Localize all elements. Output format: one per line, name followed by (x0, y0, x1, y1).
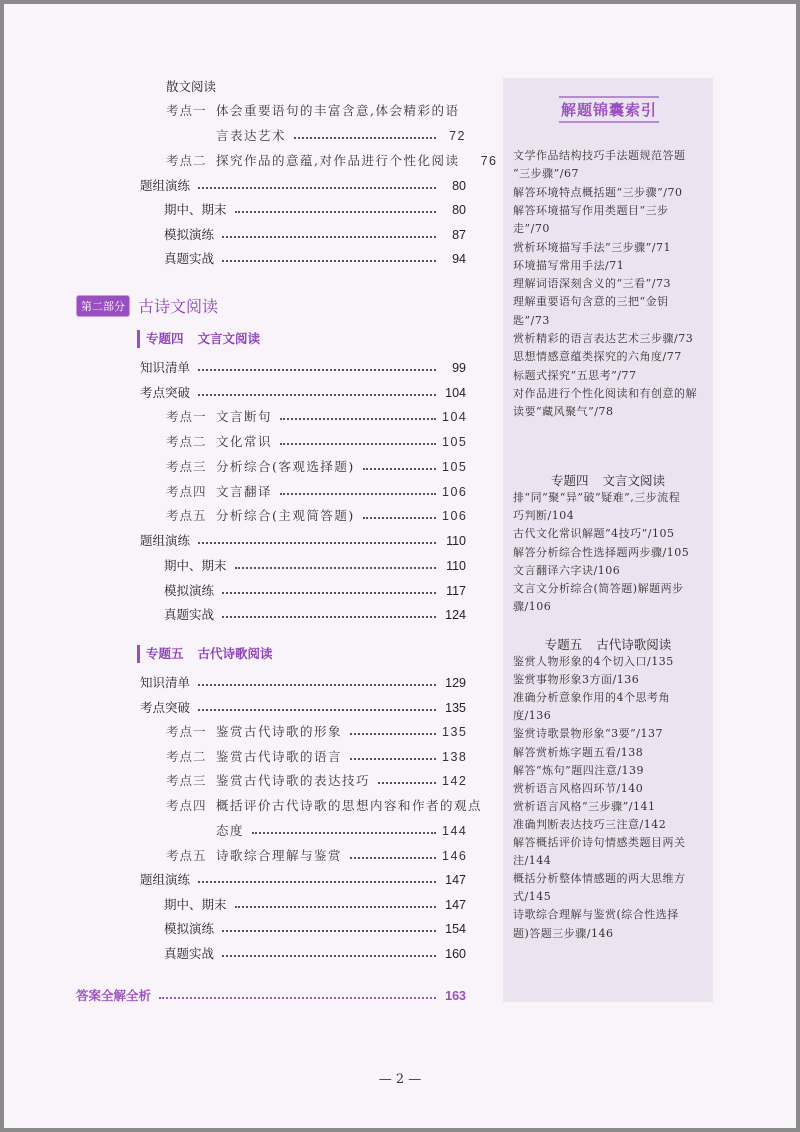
page-number: 147 (445, 873, 466, 887)
page-number: 144 (442, 824, 468, 838)
dot-leader (222, 592, 436, 594)
entry-tag: 考点五 (166, 848, 207, 863)
toc-entry[interactable] (166, 432, 466, 452)
toc-entry[interactable] (166, 747, 466, 767)
toc-entry[interactable] (140, 383, 466, 403)
tip-line[interactable]: 解答赏析炼字题五看/138 (513, 745, 644, 759)
tips-index-title: 解题锦囊索引 (559, 96, 659, 123)
page-number: 117 (446, 584, 466, 598)
page-number: 154 (445, 922, 466, 936)
tip-line[interactable]: 巧判断/104 (513, 509, 575, 523)
tip-line[interactable]: 读要“藏风聚气”/78 (513, 405, 614, 419)
entry-label: 探究作品的意蕴,对作品进行个性化阅读 (216, 153, 460, 168)
entry-tag: 考点二 (166, 434, 207, 449)
entry-label: 鉴赏古代诗歌的表达技巧 (216, 773, 371, 788)
toc-entry[interactable] (166, 846, 466, 866)
part-badge: 第二部分 (76, 295, 130, 317)
toc-entry[interactable] (216, 821, 466, 841)
tip-line[interactable]: 思想情感意蕴类探究的六角度/77 (513, 350, 682, 364)
tip-line[interactable]: 鉴赏诗歌景物形象“3要”/137 (513, 727, 663, 741)
tip-line[interactable]: 文学作品结构技巧手法题规范答题 (513, 149, 686, 162)
toc-entry-line (166, 796, 482, 816)
topic-title: 古代诗歌阅读 (197, 646, 273, 661)
toc-entry[interactable] (164, 556, 466, 576)
toc-entry[interactable] (140, 698, 466, 718)
entry-label: 真题实战 (164, 251, 215, 266)
entry-tag: 考点二 (166, 749, 207, 764)
entry-label: 题组演练 (140, 178, 191, 193)
tip-line[interactable]: 环境描写常用手法/71 (513, 258, 625, 272)
toc-entry[interactable] (164, 605, 466, 625)
toc-entry[interactable] (164, 581, 466, 601)
toc-entry-answers[interactable] (76, 986, 466, 1006)
tip-line[interactable]: 文言文分析综合(简答题)解题两步 (513, 582, 684, 595)
tip-line[interactable]: 走”/70 (513, 222, 550, 236)
page-number: 104 (442, 410, 468, 424)
dot-leader (378, 782, 436, 784)
tip-line[interactable]: 赏析环境描写手法“三步骤”/71 (513, 240, 671, 254)
toc-entry[interactable] (140, 870, 466, 890)
tip-line[interactable]: 式/145 (513, 890, 552, 904)
topic-5-header (137, 645, 273, 663)
tip-line[interactable]: 赏析语言风格“三步骤”/141 (513, 799, 656, 813)
page-number: 105 (442, 460, 468, 474)
entry-label: 期中、期末 (164, 558, 227, 573)
entry-label: 模拟演练 (164, 583, 215, 598)
dot-leader (222, 616, 436, 618)
dot-leader (198, 684, 436, 686)
page-number: 129 (445, 676, 466, 690)
dot-leader (222, 930, 436, 932)
toc-entry[interactable] (166, 506, 466, 526)
page-number: 138 (442, 750, 468, 764)
page-number: 110 (446, 534, 466, 548)
dot-leader (198, 709, 436, 711)
entry-tag: 考点一 (166, 409, 207, 424)
entry-label: 考点突破 (140, 385, 191, 400)
entry-tag: 考点五 (166, 508, 207, 523)
dot-leader (222, 955, 436, 957)
toc-entry[interactable] (166, 482, 466, 502)
toc-entry[interactable] (164, 919, 466, 939)
tip-line[interactable]: 理解词语深刻含义的“三看”/73 (513, 277, 671, 291)
entry-label: 期中、期末 (164, 202, 227, 217)
toc-entry[interactable] (166, 151, 498, 171)
entry-tag: 考点四 (166, 798, 207, 813)
entry-label: 概括评价古代诗歌的思想内容和作者的观点 (216, 798, 483, 813)
dot-leader (252, 832, 436, 834)
entry-tag: 考点三 (166, 459, 207, 474)
toc-entry[interactable] (140, 673, 466, 693)
dot-leader (198, 881, 436, 883)
dot-leader (280, 418, 436, 420)
entry-label: 分析综合(主观简答题) (216, 508, 355, 523)
tip-line[interactable]: 鉴赏事物形象3方面/136 (513, 673, 640, 687)
tip-line[interactable]: 骤/106 (513, 600, 552, 614)
toc-entry[interactable] (166, 722, 466, 742)
part-title: 古诗文阅读 (138, 297, 219, 316)
topic-label: 专题五 (146, 646, 184, 661)
page-number: 106 (442, 485, 468, 499)
topic-label: 专题四 (146, 331, 184, 346)
entry-tag: 考点四 (166, 484, 207, 499)
toc-page (4, 4, 796, 1128)
tips-index-panel (503, 78, 713, 1002)
page-number: 135 (445, 701, 466, 715)
tips-topic-4-header (503, 471, 713, 489)
page-number: 105 (442, 435, 468, 449)
page-number: 94 (452, 252, 466, 266)
entry-label-cont: 态度 (216, 823, 245, 838)
toc-entry[interactable] (166, 457, 466, 477)
tip-line[interactable]: 解答环境特点概括题“三步骤”/70 (513, 185, 683, 199)
page-number: 76 (480, 154, 498, 168)
page-number: 110 (446, 559, 466, 573)
toc-entry[interactable] (140, 176, 466, 196)
page-number: 147 (445, 898, 466, 912)
dot-leader (363, 468, 436, 470)
topic-title: 古代诗歌阅读 (596, 637, 672, 652)
toc-entry[interactable] (140, 531, 466, 551)
tips-topic-5-header (503, 635, 713, 653)
entry-label: 诗歌综合理解与鉴赏 (216, 848, 343, 863)
tip-line[interactable]: 匙”/73 (513, 313, 550, 327)
page-number: 146 (442, 849, 468, 863)
section-label: 散文阅读 (166, 79, 217, 94)
tip-line[interactable]: 排“同”聚“异”破“疑难”,三步流程 (513, 491, 681, 504)
page-number: 80 (452, 203, 466, 217)
dot-leader (350, 758, 436, 760)
page-number: 106 (442, 509, 468, 523)
tip-line[interactable]: 对作品进行个性化阅读和有创意的解 (513, 386, 697, 400)
page-number: 72 (449, 129, 466, 143)
page-number: 135 (442, 725, 468, 739)
entry-label: 考点突破 (140, 700, 191, 715)
entry-label: 真题实战 (164, 946, 215, 961)
tip-line[interactable]: 注/144 (513, 854, 552, 868)
topic-4-header (137, 330, 260, 348)
tip-line[interactable]: 解答分析综合性选择题两步骤/105 (513, 545, 690, 559)
dot-leader (235, 567, 436, 569)
toc-entry[interactable] (166, 407, 466, 427)
page-number: 104 (445, 386, 466, 400)
tip-line[interactable]: 古代文化常识解题“4技巧”/105 (513, 527, 675, 541)
dot-leader (198, 369, 436, 371)
entry-label: 体会重要语句的丰富含意,体会精彩的语 (216, 103, 460, 118)
dot-leader (280, 443, 436, 445)
entry-label: 期中、期末 (164, 897, 227, 912)
tip-line[interactable]: 赏析语言风格四环节/140 (513, 781, 644, 795)
tip-line[interactable]: 准确判断表达技巧三注意/142 (513, 817, 667, 831)
entry-label: 文化常识 (216, 434, 273, 449)
entry-label: 知识清单 (140, 675, 191, 690)
tip-line[interactable]: “三步骤”/67 (513, 167, 579, 181)
tip-line[interactable]: 概括分析整体情感题的两大思维方 (513, 872, 686, 886)
dot-leader (198, 394, 436, 396)
toc-entry[interactable] (216, 126, 466, 146)
toc-entry[interactable] (164, 895, 466, 915)
page-number: 80 (452, 179, 466, 193)
entry-label: 分析综合(客观选择题) (216, 459, 355, 474)
dot-leader (235, 906, 436, 908)
page-number: 124 (445, 608, 466, 622)
tip-line[interactable]: 理解重要语句含意的三把“金钥 (513, 295, 669, 309)
dot-leader (222, 260, 436, 262)
dot-leader (350, 733, 436, 735)
dot-leader (294, 137, 436, 139)
tip-line[interactable]: 赏析精彩的语言表达艺术三步骤/73 (513, 332, 694, 345)
dot-leader (235, 211, 436, 213)
tip-line[interactable]: 解答概括评价诗句情感类题目两关 (513, 836, 686, 849)
topic-title: 文言文阅读 (197, 331, 261, 346)
page-number: 87 (452, 228, 466, 242)
topic-label: 专题四 (550, 473, 589, 488)
page-number-footer: — 2 — (378, 1072, 422, 1087)
tip-line[interactable]: 题)答题三步骤/146 (513, 926, 614, 940)
entry-label: 鉴赏古代诗歌的形象 (216, 724, 343, 739)
entry-label: 文言断句 (216, 409, 273, 424)
entry-label: 鉴赏古代诗歌的语言 (216, 749, 343, 764)
page-number: 99 (452, 361, 466, 375)
dot-leader (222, 236, 436, 238)
tip-line[interactable]: 鉴赏人物形象的4个切入口/135 (513, 655, 674, 668)
page-number: 163 (445, 989, 466, 1003)
dot-leader (280, 493, 436, 495)
toc-entry[interactable] (140, 358, 466, 378)
dot-leader (350, 857, 436, 859)
entry-label: 真题实战 (164, 607, 215, 622)
page-number: 142 (442, 774, 468, 788)
entry-label: 文言翻译 (216, 484, 273, 499)
entry-tag: 考点一 (166, 103, 207, 118)
entry-label-cont: 言表达艺术 (216, 128, 287, 143)
part-header (76, 294, 218, 317)
tip-line[interactable]: 准确分析意象作用的4个思考角 (513, 691, 670, 705)
entry-tag: 考点一 (166, 724, 207, 739)
tip-line[interactable]: 诗歌综合理解与鉴赏(综合性选择 (513, 908, 679, 922)
toc-entry[interactable] (166, 771, 466, 791)
tip-line[interactable]: 文言翻译六字诀/106 (513, 563, 621, 577)
entry-label: 模拟演练 (164, 921, 215, 936)
entry-label: 答案全解全析 (76, 988, 152, 1003)
entry-tag: 考点三 (166, 773, 207, 788)
page-number: 160 (445, 947, 466, 961)
entry-tag: 考点二 (166, 153, 207, 168)
tip-line[interactable]: 解答环境描写作用类题目“三步 (513, 203, 669, 217)
tip-line[interactable]: 解答“炼句”题四注意/139 (513, 763, 644, 777)
dot-leader (198, 542, 436, 544)
dot-leader (363, 517, 436, 519)
dot-leader (198, 187, 436, 189)
entry-label: 题组演练 (140, 533, 191, 548)
section-title-prose (166, 77, 216, 97)
topic-label: 专题五 (544, 637, 583, 652)
topic-title: 文言文阅读 (602, 473, 666, 488)
toc-entry[interactable] (164, 249, 466, 269)
dot-leader (159, 997, 436, 999)
entry-label: 知识清单 (140, 360, 191, 375)
tip-line[interactable]: 度/136 (513, 709, 552, 723)
toc-entry-line (166, 101, 459, 121)
toc-entry[interactable] (164, 944, 466, 964)
toc-entry[interactable] (164, 200, 466, 220)
toc-entry[interactable] (164, 225, 466, 245)
entry-label: 模拟演练 (164, 227, 215, 242)
entry-label: 题组演练 (140, 872, 191, 887)
tip-line[interactable]: 标题式探究“五思考”/77 (513, 368, 637, 382)
